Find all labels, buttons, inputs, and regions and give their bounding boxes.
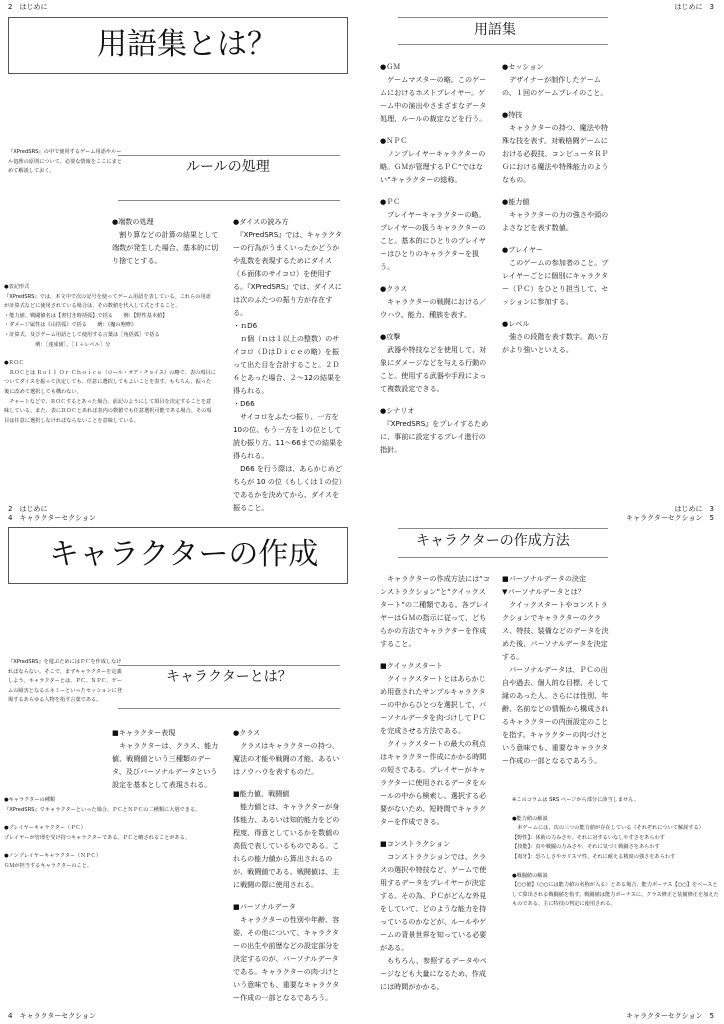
item-title: ●特技	[502, 110, 523, 119]
list-item	[112, 726, 224, 791]
top-title-box	[8, 17, 348, 74]
item-body: プレイヤーが管理を受け持つキャラクターである。ＰＣと略されることがある。	[4, 834, 191, 841]
glossary-title: 用語集	[474, 22, 516, 38]
item-body: このゲームの参加者のこと。プレイヤーごとに個別にキャラクター（ＰＣ）をひとり担当して、セッションに参加する。	[502, 258, 609, 306]
list-item	[512, 872, 720, 910]
item-body: ▼パーソナルデータとは？ クイックスタートやコンストラクションでキャラクターのクラス、特技、装備などのデータを決めた後、パーソナルデータを決定する。 パーソナルデータは、ＰＣの出自や過去、個人的な目標、そして縁のあった人、さらには性別、年齢、名前などの情報から構成されるキャラクターの内面設定のことを指す。キャラクターの肉づけという意味でも、重要なキャラクター作成の一部となるであろう。	[502, 587, 609, 765]
item-title: ●ＰＣ	[380, 197, 401, 206]
item-title: ■コンストラクション	[380, 839, 451, 848]
method-col2	[502, 572, 614, 768]
list-item	[233, 215, 345, 514]
glossary-rule-top	[398, 17, 608, 18]
item-body: ゲームマスターの略。このゲームにおけるホストプレイヤー。ゲーム中の演出やさまざまなデータ処理、ルールの裁定などを行う。	[380, 75, 487, 123]
item-body: キャラクターの性別や年齢、容姿、その他について、キャラクターの出生や前歴などの設定部分を決定するのが、パーソナルデータである。キャラクターの肉づけという意味でも、重要なキャラクター作成の一部となるであろう。	[233, 915, 340, 1002]
bottom-right-header-2: キャラクターセクション 5	[625, 514, 714, 522]
list-item	[380, 404, 492, 456]
item-body: キャラクターの戦闘における／ウハウ、能力、種族を表す。	[380, 297, 487, 319]
item-title: ■パーソナルデータ	[233, 902, 296, 911]
item-title: ●表記形式	[4, 284, 30, 290]
list-item	[380, 330, 492, 395]
item-body: キャラクターの力の強さや頭のよさなどを表す数値。	[502, 210, 609, 232]
item-body: クラスはキャラクターの持つ、魔法の才能や戦闘の才能、あるいはノウハウを表すものだ。	[233, 741, 340, 776]
item-title: ●攻撃	[380, 332, 401, 341]
item-title: ●クラス	[380, 284, 408, 293]
list-item	[512, 796, 720, 806]
item-title: ■パーソナルデータの決定	[502, 574, 587, 583]
section-heading-rule	[118, 665, 340, 666]
item-body: ノンプレイヤーキャラクターの略。ＧＭが管理するＰＣ“ではない”キャラクターの総称。	[380, 149, 486, 184]
bottom-title-box	[8, 527, 348, 584]
list-item	[502, 108, 614, 186]
top-col2	[233, 215, 345, 512]
list-item	[4, 359, 216, 426]
item-body: 割り算などの計算の結果として端数が発生した場合、基本的に切り捨てとする。	[112, 230, 219, 265]
item-body: 能力値とは、キャラクターが身体能力、あるいは知的能力をどの程度、得意としているかを数値の高低で表しているものである。これらの能力値から算出されるのが、戦闘値である。戦闘値は、主に戦闘の際に使用される。	[233, 802, 340, 889]
bottom-small-notes	[4, 796, 218, 896]
glossary-rule-bottom	[398, 44, 608, 45]
list-item	[4, 852, 218, 871]
item-title: ●ＧＭ	[380, 62, 401, 71]
item-body: 【○○値】（○○には能力値の名称が入る）とある場合、能力ボーナス【○○】をベースとして算出される戦闘値を指す。戦闘値は能力ボーナスに、クラス修正と装備修正を加えたものである。主に特技の判定に使用される。	[512, 882, 719, 908]
list-item	[380, 572, 492, 650]
item-title: ●レベル	[502, 319, 530, 328]
list-item	[4, 824, 218, 843]
item-title: ●ＲＯＣ	[4, 360, 25, 367]
glossary-col1	[380, 60, 492, 454]
method-col1	[380, 572, 492, 991]
item-body: プレイヤーキャラクターの略。プレイヤーの扱うキャラクターのこと。基本的にひとりのプレイヤーはひとりのキャラクターを扱う。	[380, 210, 486, 271]
item-body: キャラクターの持つ、魔法や特殊な技を表す。対戦格闘ゲームにおける必殺技、コンピュータＲＰＧにおける魔法や特殊能力のようなもの。	[502, 123, 609, 184]
item-title: ●ダイスの読み方	[233, 217, 289, 226]
bottom-right-header-1: はじめに 3	[674, 505, 714, 513]
method-rule-top	[398, 528, 608, 529]
list-item	[502, 572, 614, 767]
item-title: ■クイックスタート	[380, 661, 443, 670]
item-body: キャラクターは、クラス、能力値、戦闘値という三種類のデータ、及びパーソナルデータという設定を基本として表現される。	[112, 741, 219, 789]
list-item	[4, 796, 218, 815]
list-item	[380, 659, 492, 828]
list-item	[502, 60, 614, 99]
method-title: キャラクターの作成方法	[416, 533, 570, 549]
list-item	[380, 60, 492, 125]
page-title: 用語集とは？	[97, 27, 277, 62]
item-title: ●セッション	[502, 62, 544, 71]
bottom-col2	[233, 726, 345, 1002]
item-body: デザイナーが制作したゲームの、１回のゲームプレイのこと。	[502, 75, 608, 97]
top-intro: 『XPredSRS』の中で使用するゲーム用語やルール処理の原則について、必要な情報をここにまとめて解説しておく。	[8, 149, 122, 175]
list-item	[502, 317, 614, 356]
item-title: ●シナリオ	[380, 406, 415, 415]
list-item	[502, 243, 614, 308]
rules-heading-rule-bottom	[118, 200, 340, 201]
item-title: ●能力値	[502, 197, 530, 206]
list-item	[112, 215, 224, 267]
item-title: ●能力値の解説	[512, 815, 548, 822]
top-small-notes	[4, 283, 216, 463]
item-body: 強さの段階を表す数字。高い方がより強いといえる。	[502, 332, 609, 354]
item-title: ●クラス	[233, 728, 261, 737]
item-body: コンストラクションでは、クラスの選択や特技など、ゲームで使用するデータをプレイヤーが決定する。その為、ＰＣがどんな外見をしていて、どのような能力を持っているのかなどが、ルールやゲームの背景世界を知っている必要がある。 もちろん、参照するデータやページなども大量になるため、作成には時間がかかる。	[380, 852, 487, 991]
list-item	[502, 195, 614, 234]
footer-left: 4 キャラクターセクション	[8, 1012, 97, 1020]
method-rule-bottom	[398, 557, 608, 558]
bottom-intro: 『XPredSRS』を遊ぶためにはＰＣを作成しなければならない。そこで、まずキャラクターを定義しよう。キャラクターとは、ＰＣ、ＮＰＣ、ゲームの障害となるエネミーといったセッションに登場するあらゆる人物を指す言葉である。	[8, 659, 123, 704]
section-heading: キャラクターとは？	[166, 669, 292, 685]
list-item	[4, 283, 216, 350]
item-title: ※このコラムは SRS ページから部分に該当しません。	[512, 797, 639, 803]
list-item	[233, 726, 345, 778]
rules-heading: ルールの処理	[186, 159, 270, 175]
top-left-header: 2 はじめに	[8, 3, 48, 11]
top-col1	[112, 215, 224, 275]
item-body: 本ゲームには、次の三つの能力値が存在している（それぞれについて解説する） 【野性】：体術の力みさや、それに対するいなしやすさをあらわす 【技能】：真や戦闘の力みさや、それに気づく戦闘さをあらわす 【毒牙】：恐ろしさやカリスマ性、それに耐える精度の強さをあらわす	[512, 825, 704, 860]
rules-heading-rule	[118, 155, 340, 156]
item-title: ●キャラクターの種類	[4, 797, 56, 803]
bottom-left-header-1: 2 はじめに	[8, 505, 48, 513]
item-title: ●プレイヤー	[502, 245, 544, 254]
item-title: ●ＮＰＣ	[380, 136, 408, 145]
item-body: キャラクターの作成方法には“コンストラクション”と“クイックスタート”の二種類である。各プレイヤーはＧＭの指示に従って、どちらかの方法でキャラクターを作成すること。	[380, 574, 490, 648]
list-item	[233, 787, 345, 891]
item-title: ●端数の処理	[112, 217, 154, 226]
footer-right: キャラクターセクション 5	[625, 1012, 714, 1020]
item-body: 『XPredSRS』でキャラクターといった場合、ＰＣとＮＰＣの二種類に大別できる。	[4, 806, 201, 813]
item-body: 武器や特技などを使用して、対象にダメージなどを与える行動のこと。使用する武器や手段によって複数設定できる。	[380, 345, 487, 393]
item-body: ＲＯＣとは Ｒｏｌｌ Ｏｒ Ｃｈｏｉｃｅ（ロール・オア・チョイス）の略で、表の項目についてダイスを振って決定しても、任意に選択してもよいことを表す。もちろん、振った後に改めて選択しても構わない。 チャートなどで、ＲＯＣするとあった場合、前記のようにして項目を決定することを意味している。また、表にＲＯＣとあれば表内の数値でも任意選択可能である場合、その項目は任意に選択しなければならないことを意味している。	[4, 369, 216, 424]
page-title: キャラクターの作成	[49, 537, 319, 572]
item-title: ■能力値、戦闘値	[233, 789, 290, 798]
glossary-col2	[502, 60, 614, 354]
item-title: ●プレイヤーキャラクター（ＰＣ）	[4, 825, 86, 832]
list-item	[380, 134, 492, 186]
item-body: ＧＭが担当するキャラクターのこと。	[4, 862, 93, 869]
list-item	[380, 195, 492, 273]
item-body: 『XPredSRS』をプレイするために、事前に設定するプレイ進行の指針。	[380, 419, 489, 454]
list-item	[380, 282, 492, 321]
item-body: クイックスタートとはあらかじめ用意されたサンプルキャラクターの中からひとつを選択して、パーソナルデータを肉づけしてＰＣを完成させる方法である。 クイックスタートの最大の利点はキャラクター作成にかかる時間の短さである。プレイヤーがキャラクターに使用されるデータをルールの中から検索し、選択する必要がないため、短時間でキャラクターを作成できる。	[380, 674, 487, 826]
bottom-left-header-2: 4 キャラクターセクション	[8, 514, 97, 522]
list-item	[380, 837, 492, 993]
item-title: ●戦闘値の解説	[512, 872, 548, 879]
item-body: 『XPredSRS』では、キャラクターの行為がうまくいったかどうかや乱数を表現するためにダイス（６面体のサイコロ）を使用する。『XPredSRS』では、ダイスには次のふたつの振り方が存在する。 ・ｎD6 ｎ個（ｎは１以上の整数）のサイコロ（ＤはＤｉｃｅの略）を振って出た目を合計すること。２Ｄ６とあった場合、２～12の結果を得られる。 ・D66 サイコロをふたつ振り、一方を10の位、もう一方を１の位として読む振り方。11～66までの結果を得られる。 D66 を行う際は、あらかじめどちらが 10 の位（もしくは１の位）であるかを決めてから、ダイスを振ること。	[233, 230, 344, 512]
item-body: 『XPredSRS』では、本文中で次の記号を使ってゲーム用語を表している。これらの用語が計算式などに使用されている場合は、その数値を代入して式とすること。 ・能力値、戦闘値名は【書付き時括弧】で括る 例：【野性基本値】 ・ダメージ属性は《山括弧》で括る 例：《魔の咆哮》 ・計算式、及びゲーム用語として使用する言葉は［角括弧］で括る 例：［達成値］、［１＋レベル］分	[4, 293, 211, 348]
method-notes	[512, 796, 720, 926]
section-heading-rule-bottom	[118, 708, 340, 709]
list-item	[512, 815, 720, 863]
bottom-col1	[112, 726, 224, 796]
item-title: ■キャラクター表現	[112, 728, 176, 737]
item-title: ●ノンプレイヤーキャラクター（ＮＰＣ）	[4, 853, 102, 860]
top-right-header: はじめに 3	[674, 3, 714, 11]
list-item	[233, 900, 345, 1004]
